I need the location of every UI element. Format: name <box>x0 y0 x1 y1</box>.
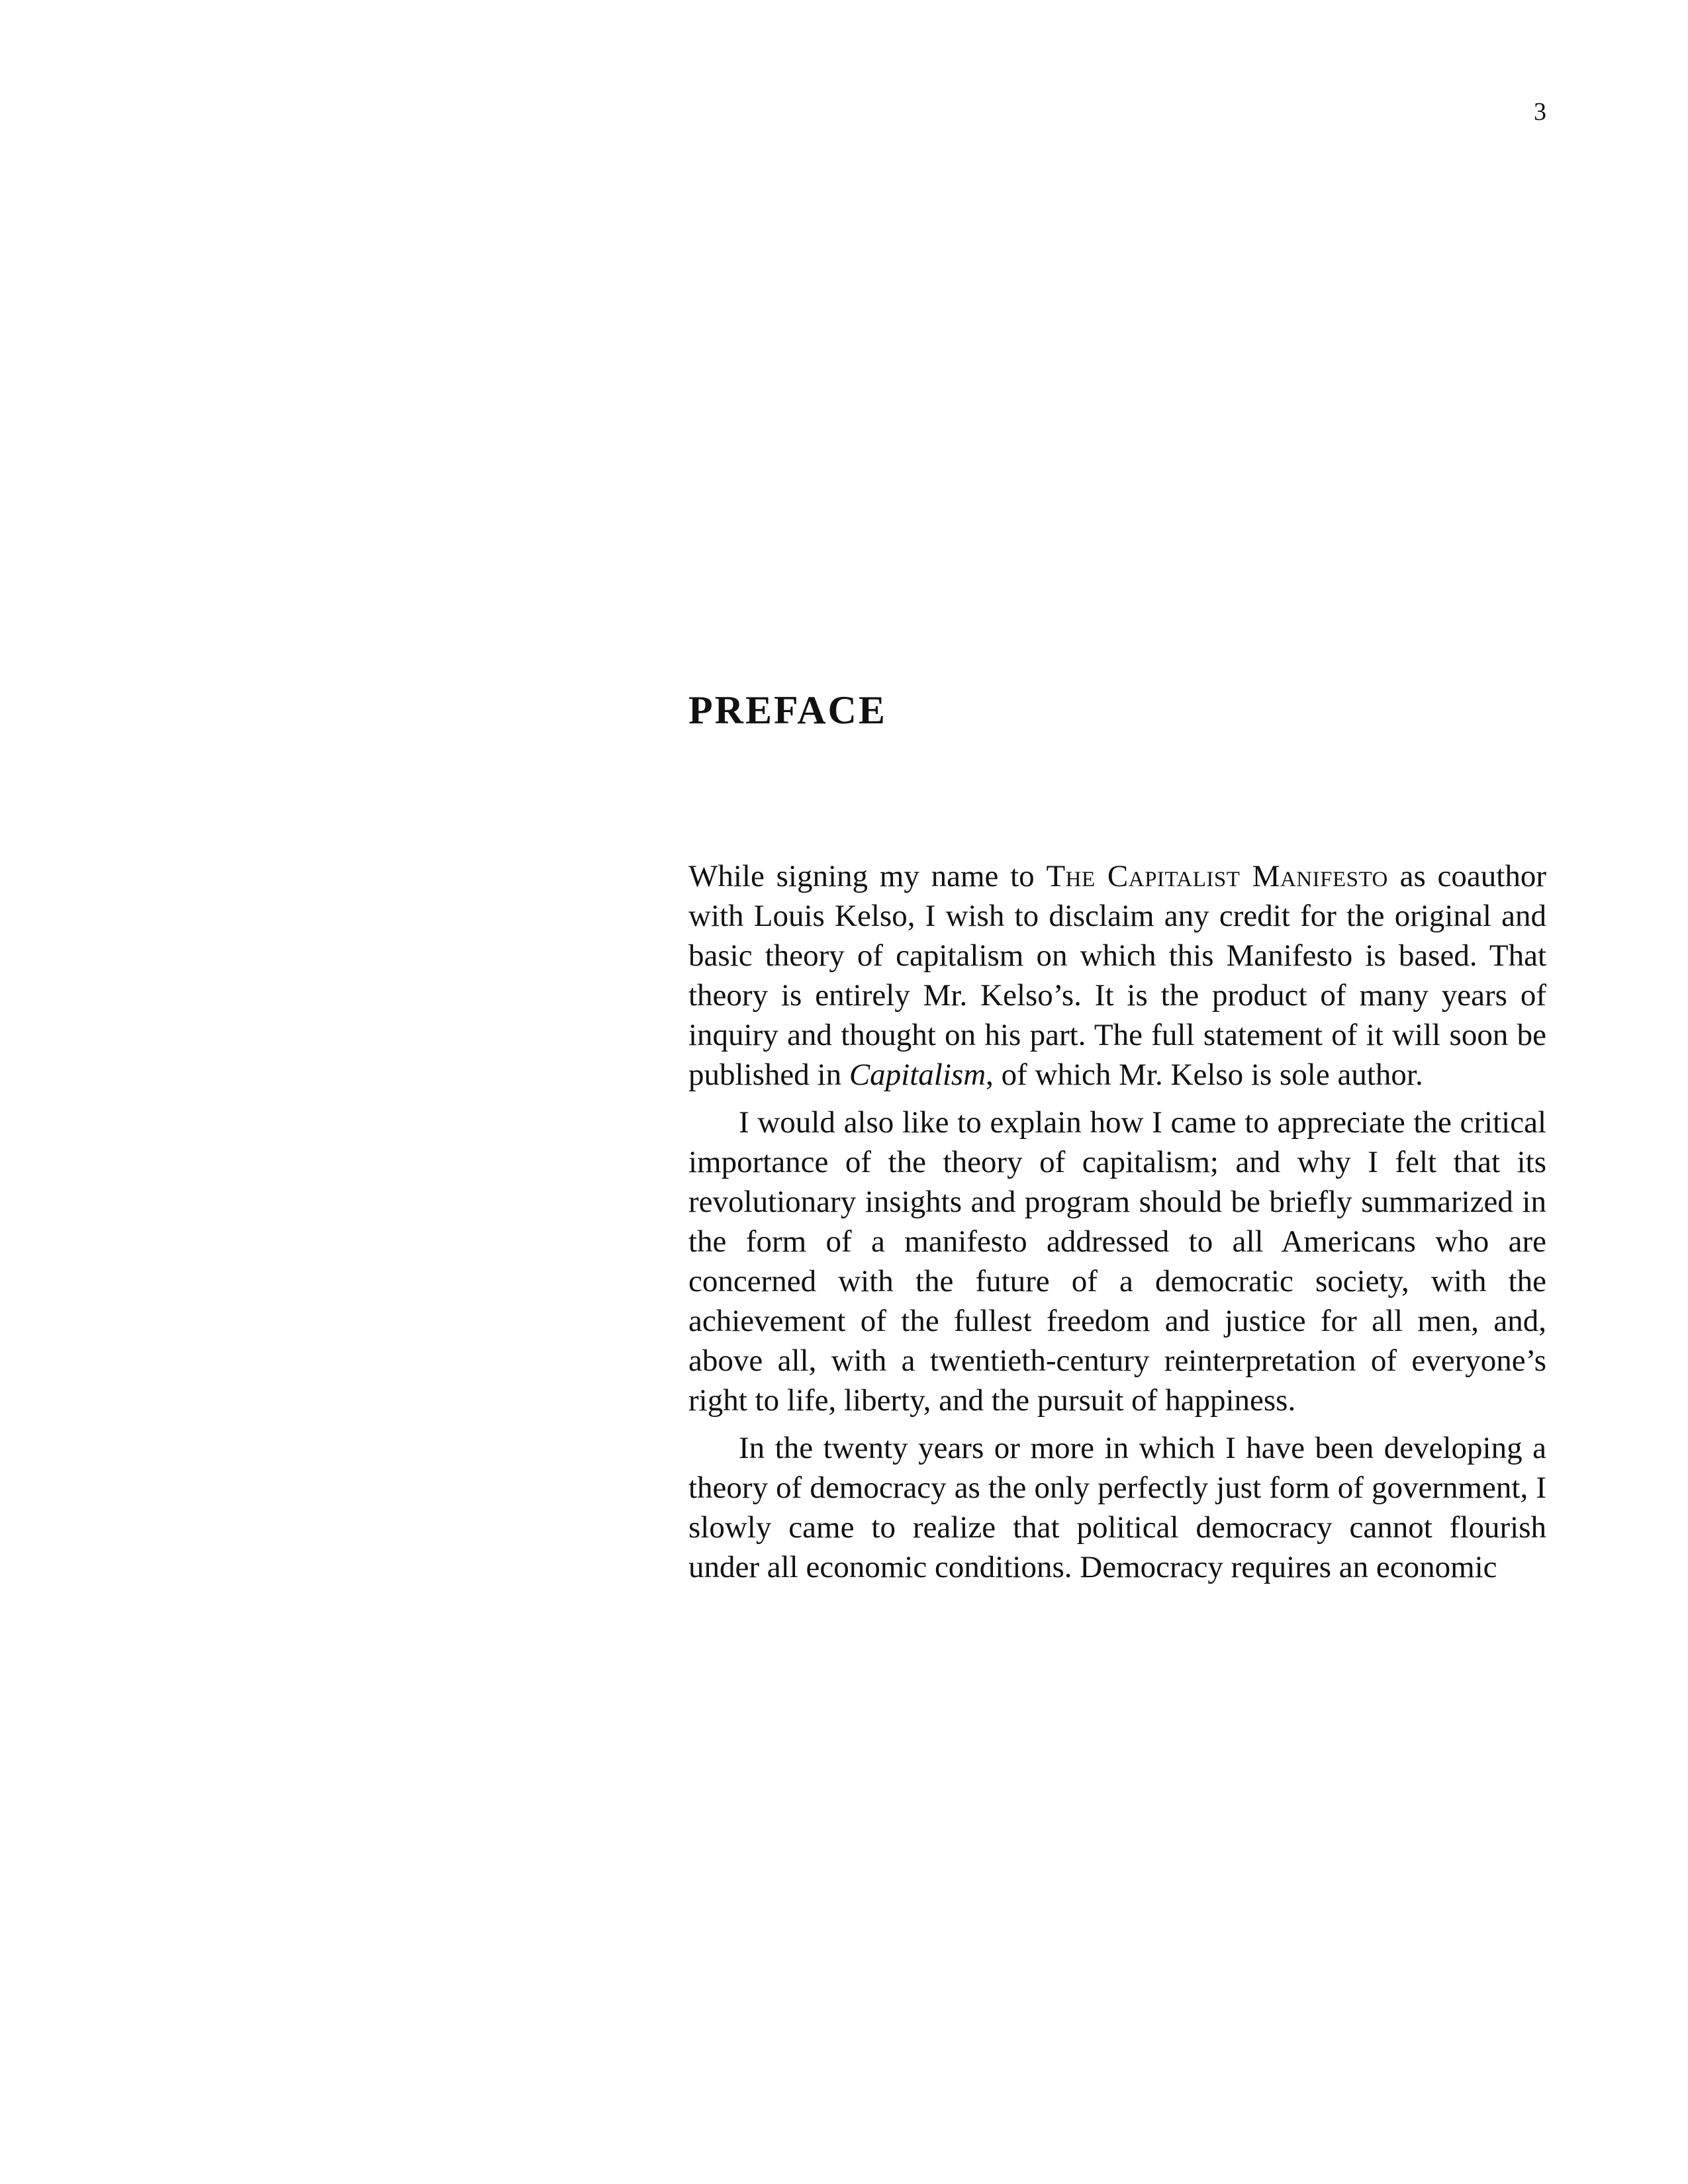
paragraph-1-text-end: , of which Mr. Kelso is sole author. <box>986 1058 1423 1092</box>
page-number: 3 <box>1534 98 1546 126</box>
section-heading: PREFACE <box>688 688 887 732</box>
book-title-capitalist-manifesto: The Capitalist Manifesto <box>1046 859 1388 893</box>
paragraph-1 <box>688 856 1546 1095</box>
body-text <box>688 856 1546 1587</box>
paragraph-2: I would also like to explain how I came to appreciate the critical importance of the theory of capitalism; and why I felt that its revolutionary insights and program should be briefly summarized in the form of a manifesto addressed to all Americans who are concerned with the future of a democratic society, with the achievement of the fullest freedom and justice for all men, and, above all, with a twentieth-century reinterpretation of everyone’s right to life, liberty, and the pursuit of happiness. <box>688 1105 1546 1418</box>
text-column <box>688 688 1546 1595</box>
paragraph-3: In the twenty years or more in which I have been developing a theory of democracy as the only perfectly just form of government, I slowly came to realize that political democracy cannot flourish under all economic conditions. Democracy requires an economic <box>688 1431 1546 1584</box>
book-title-capitalism: Capitalism <box>849 1058 986 1092</box>
paragraph-1-text-start: While signing my name to <box>688 859 1047 893</box>
paragraph-1-text-middle: as coauthor with Louis Kelso, I wish to disclaim any credit for the original and basic theory of capitalism on which this Manifesto is based. That theory is entirely Mr. Kelso’s. It is the product of many years of inquiry and thought on his part. The full statement of it will soon be published in <box>688 859 1546 1092</box>
